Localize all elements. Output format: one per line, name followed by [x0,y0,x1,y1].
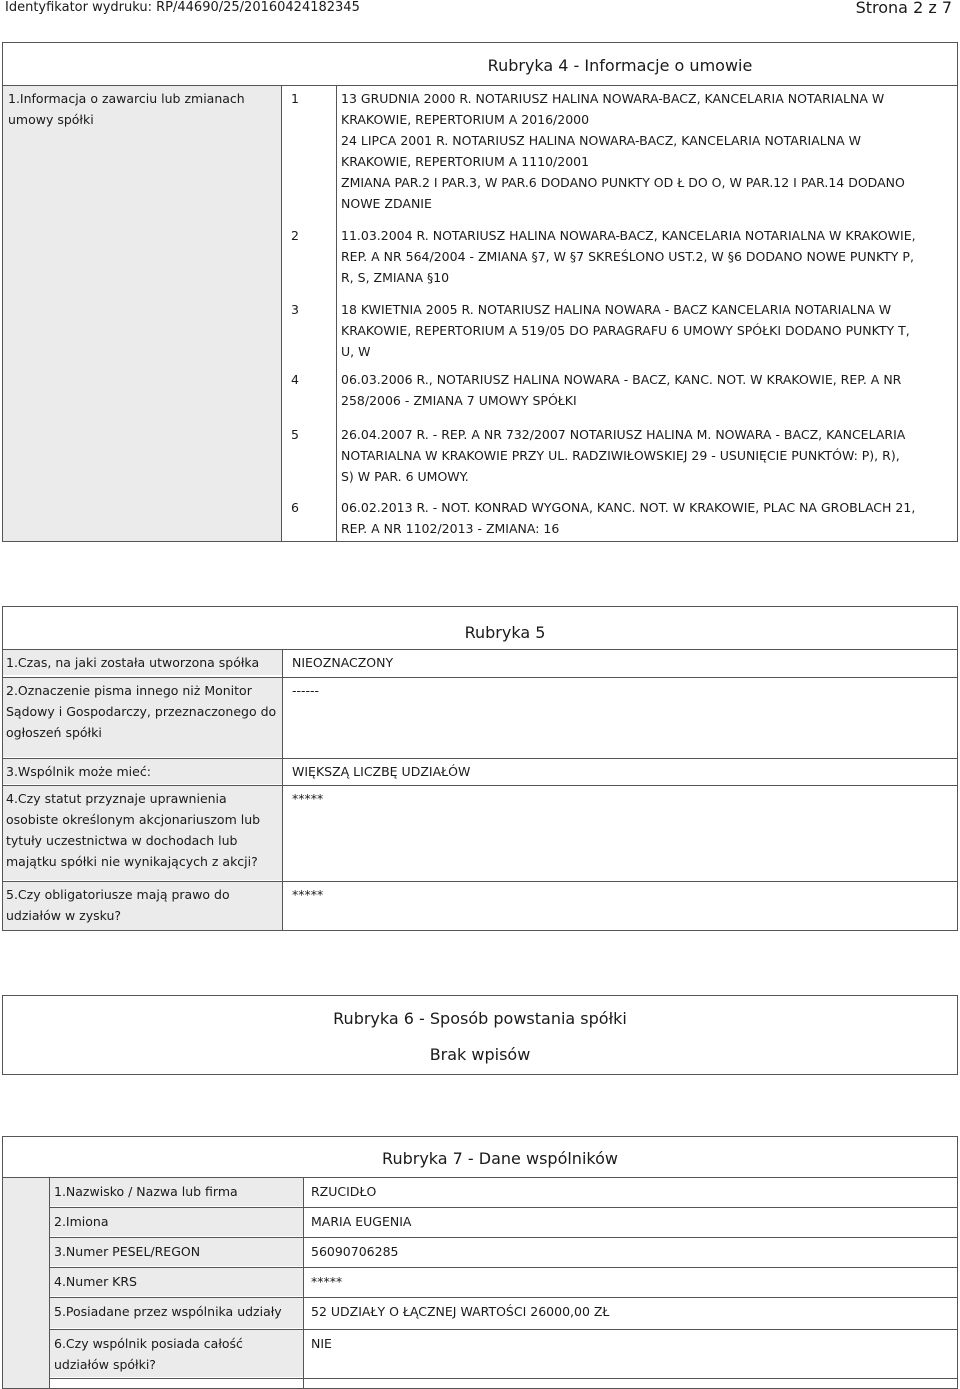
rubryka7-column-divider [49,1177,50,1389]
rubryka7-value: ***** [311,1274,343,1289]
rubryka7-label-line: 5.Posiadane przez wspólnika udziały [54,1304,282,1319]
entry-line: REP. A NR 1102/2013 - ZMIANA: 16 [341,521,560,536]
entry-line: 06.02.2013 R. - NOT. KONRAD WYGONA, KANC. NOT. W KRAKOWIE, PLAC NA GROBLACH 21, [341,500,916,515]
rubryka7-bottom-divider [49,1378,958,1379]
rubryka7-row-divider [49,1267,958,1268]
rubryka7-label [54,1181,302,1202]
rubryka5-row-divider [2,649,958,650]
entry-number: 5 [291,427,299,442]
rubryka7-label-line: 4.Numer KRS [54,1274,137,1289]
rubryka5-row-divider [2,785,958,786]
rubryka7-label-line: 6.Czy wspólnik posiada całość [54,1336,243,1351]
rubryka5-label-line: udziałów w zysku? [6,908,122,923]
rubryka5-row-divider [2,758,958,759]
entry-text [341,299,953,362]
rubryka5-label [6,884,278,926]
rubryka4-title: Rubryka 4 - Informacje o umowie [487,56,753,75]
rubryka5-label [6,652,278,673]
entry-number: 2 [291,228,299,243]
rubryka7-label [54,1301,302,1322]
rubryka5-label-line: Sądowy i Gospodarczy, przeznaczonego do [6,704,277,719]
rubryka5-value: WIĘKSZĄ LICZBĘ UDZIAŁÓW [292,764,471,779]
rubryka5-row-divider [2,677,958,678]
entry-line: REP. A NR 564/2004 - ZMIANA §7, W §7 SKREŚLONO UST.2, W §6 DODANO NOWE PUNKTY P, [341,249,914,264]
rubryka5-value: ------ [292,683,320,698]
entry-line: 06.03.2006 R., NOTARIUSZ HALINA NOWARA - BACZ, KANC. NOT. W KRAKOWIE, REP. A NR [341,372,902,387]
rubryka7-label-line: 3.Numer PESEL/REGON [54,1244,201,1259]
rubryka5-label-line: majątku spółki nie wynikających z akcji? [6,854,258,869]
entry-line: NOTARIALNA W KRAKOWIE PRZY UL. RADZIWIŁOWSKIEJ 29 - USUNIĘCIE PUNKTÓW: P), R), [341,448,900,463]
entry-line: 13 GRUDNIA 2000 R. NOTARIUSZ HALINA NOWARA-BACZ, KANCELARIA NOTARIALNA W [341,91,885,106]
entry-number: 6 [291,500,299,515]
entry-line: 18 KWIETNIA 2005 R. NOTARIUSZ HALINA NOWARA - BACZ KANCELARIA NOTARIALNA W [341,302,892,317]
entry-line: R, S, ZMIANA §10 [341,270,450,285]
rubryka4-label-text: 1.Informacja o zawarciu lub zmianach umowy spółki [8,91,245,127]
entry-line: U, W [341,344,371,359]
rubryka7-label [54,1211,302,1232]
entry-line: ZMIANA PAR.2 I PAR.3, W PAR.6 DODANO PUNKTY OD Ł DO O, W PAR.12 I PAR.14 DODANO [341,175,905,190]
rubryka5-label [6,788,278,872]
rubryka5-label-line: tytuły uczestnictwa w dochodach lub [6,833,238,848]
entry-text [341,225,953,288]
rubryka5-label-line: osobiste określonym akcjonariuszom lub [6,812,261,827]
rubryka5-label-line: ogłoszeń spółki [6,725,102,740]
entry-line: 24 LIPCA 2001 R. NOTARIUSZ HALINA NOWARA-BACZ, KANCELARIA NOTARIALNA W [341,133,861,148]
rubryka7-label-line: udziałów spółki? [54,1357,156,1372]
entry-text [341,369,953,411]
rubryka4-label-cell [3,85,281,541]
page-number: Strona 2 z 7 [855,0,952,17]
entry-number: 4 [291,372,299,387]
entry-line: S) W PAR. 6 UMOWY. [341,469,469,484]
rubryka5-label-line: 5.Czy obligatoriusze mają prawo do [6,887,230,902]
rubryka7-value: 52 UDZIAŁY O ŁĄCZNEJ WARTOŚCI 26000,00 ZŁ [311,1304,610,1319]
rubryka4-label [8,88,276,130]
print-identifier: Identyfikator wydruku: RP/44690/25/20160424182345 [5,0,360,15]
entry-line: KRAKOWIE, REPERTORIUM A 1110/2001 [341,154,590,169]
entry-number: 3 [291,302,299,317]
rubryka7-number-cell [3,1177,49,1388]
entry-line: 26.04.2007 R. - REP. A NR 732/2007 NOTARIUSZ HALINA M. NOWARA - BACZ, KANCELARIA [341,427,906,442]
rubryka5-value: NIEOZNACZONY [292,655,394,670]
rubryka5-row-divider [2,881,958,882]
entry-number: 1 [291,91,299,106]
entry-line: NOWE ZDANIE [341,196,432,211]
rubryka5-label-line: 4.Czy statut przyznaje uprawnienia [6,791,227,806]
rubryka7-row-divider [49,1237,958,1238]
entry-text [341,88,953,214]
rubryka7-row-divider [49,1207,958,1208]
rubryka7-row-divider [49,1297,958,1298]
rubryka7-value: RZUCIDŁO [311,1184,377,1199]
rubryka7-label [54,1333,302,1375]
rubryka5-title: Rubryka 5 [464,623,546,642]
rubryka7-label-line: 2.Imiona [54,1214,109,1229]
rubryka7-title: Rubryka 7 - Dane wspólników [382,1149,618,1168]
rubryka7-value: NIE [311,1336,332,1351]
rubryka7-label [54,1271,302,1292]
entry-line: KRAKOWIE, REPERTORIUM A 519/05 DO PARAGRAFU 6 UMOWY SPÓŁKI DODANO PUNKTY T, [341,323,910,338]
entry-line: 11.03.2004 R. NOTARIUSZ HALINA NOWARA-BACZ, KANCELARIA NOTARIALNA W KRAKOWIE, [341,228,916,243]
rubryka7-label-line: 1.Nazwisko / Nazwa lub firma [54,1184,238,1199]
entry-text [341,424,953,487]
rubryka5-value: ***** [292,791,324,806]
rubryka5-label-line: 2.Oznaczenie pisma innego niż Monitor [6,683,252,698]
rubryka7-header-divider [2,1177,958,1178]
rubryka5-label-line: 3.Wspólnik może mieć: [6,764,151,779]
rubryka7-value: 56090706285 [311,1244,399,1259]
entry-text [341,497,953,539]
rubryka6-title: Rubryka 6 - Sposób powstania spółki [333,1009,627,1028]
rubryka7-value: MARIA EUGENIA [311,1214,412,1229]
entry-line: 258/2006 - ZMIANA 7 UMOWY SPÓŁKI [341,393,577,408]
rubryka5-column-divider [282,649,283,931]
rubryka7-label [54,1241,302,1262]
rubryka6-empty: Brak wpisów [429,1045,531,1064]
entry-line: KRAKOWIE, REPERTORIUM A 2016/2000 [341,112,590,127]
rubryka7-row-divider [49,1329,958,1330]
rubryka5-value: ***** [292,887,324,902]
rubryka5-label-line: 1.Czas, na jaki została utworzona spółka [6,655,260,670]
rubryka5-label [6,761,278,782]
rubryka7-column-divider [303,1177,304,1389]
rubryka5-label [6,680,278,743]
